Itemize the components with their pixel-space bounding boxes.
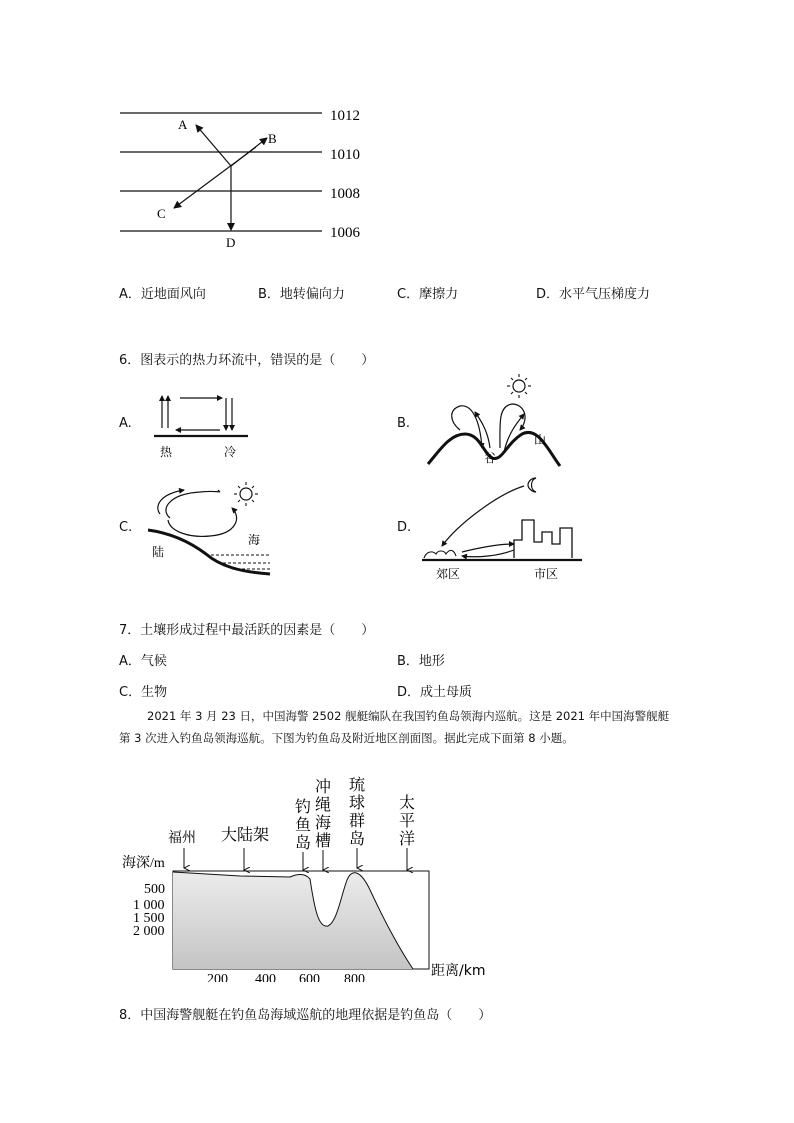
reading-passage: 2021 年 3 月 23 日，中国海警 2502 舰艇编队在我国钓鱼岛领海内巡航。这是 2021 年中国海警舰艇第 3 次进入钓鱼岛领海巡航。下图为钓鱼岛及附近地区剖面图。据此完成下面第 8 小题。 bbox=[119, 709, 670, 745]
x-tick: 600 bbox=[299, 972, 320, 982]
svg-text:冲: 冲 bbox=[315, 777, 332, 796]
y-tick: 2 000 bbox=[133, 924, 165, 939]
svg-text:球: 球 bbox=[349, 793, 366, 812]
isobar-label: 1012 bbox=[330, 108, 360, 124]
circulation-figure-b bbox=[420, 372, 570, 472]
arrow-label-a: A bbox=[178, 117, 188, 132]
place-diaoyu-island bbox=[295, 797, 311, 852]
option-a[interactable]: A．气候 bbox=[119, 654, 167, 669]
label-city: 市区 bbox=[534, 567, 559, 581]
q6-label-b[interactable]: B. bbox=[397, 416, 411, 431]
y-tick: 1 000 bbox=[133, 898, 165, 913]
isobar-label: 1008 bbox=[330, 186, 360, 202]
circulation-figure-c bbox=[140, 478, 280, 583]
svg-text:平: 平 bbox=[399, 811, 416, 830]
option-d[interactable]: D．成土母质 bbox=[397, 685, 473, 700]
svg-text:岛: 岛 bbox=[349, 829, 366, 848]
place-okinawa-trough bbox=[315, 777, 331, 850]
svg-text:海: 海 bbox=[315, 813, 332, 832]
circulation-figure-d bbox=[418, 474, 588, 584]
svg-text:岛: 岛 bbox=[295, 833, 312, 852]
svg-text:绳: 绳 bbox=[315, 795, 332, 814]
svg-text:鱼: 鱼 bbox=[295, 815, 312, 834]
svg-text:琉: 琉 bbox=[349, 775, 366, 794]
seabed-profile-chart bbox=[115, 772, 495, 982]
x-tick: 200 bbox=[207, 972, 228, 982]
place-ryukyu-islands bbox=[349, 775, 365, 848]
place-fuzhou: 福州 bbox=[168, 830, 196, 846]
question-6-stem: 6．图表示的热力环流中，错误的是（ ） bbox=[119, 353, 375, 368]
svg-text:群: 群 bbox=[349, 811, 366, 830]
svg-text:洋: 洋 bbox=[399, 829, 416, 848]
label-sea: 海 bbox=[248, 533, 261, 547]
y-tick: 1 500 bbox=[133, 911, 165, 926]
question-7-stem: 7．土壤形成过程中最活跃的因素是（ ） bbox=[119, 623, 375, 638]
isobar-label: 1010 bbox=[330, 147, 360, 163]
option-c[interactable]: C．摩擦力 bbox=[397, 287, 459, 302]
svg-text:槽: 槽 bbox=[315, 831, 332, 850]
sun-icon bbox=[513, 380, 525, 392]
x-tick: 800 bbox=[344, 972, 365, 982]
svg-text:钓: 钓 bbox=[295, 797, 312, 816]
place-pacific-ocean bbox=[399, 793, 415, 848]
pressure-gradient-figure bbox=[110, 100, 380, 260]
label-cold: 冷 bbox=[224, 445, 237, 459]
arrow-c bbox=[174, 147, 256, 208]
q6-label-c[interactable]: C. bbox=[119, 520, 133, 535]
label-valley: 谷 bbox=[484, 451, 497, 465]
option-a[interactable]: A．近地面风向 bbox=[119, 287, 206, 302]
q6-label-a[interactable]: A. bbox=[119, 416, 132, 431]
y-axis-label: 海深/m bbox=[122, 856, 165, 871]
option-b[interactable]: B．地转偏向力 bbox=[258, 287, 345, 302]
option-d[interactable]: D．水平气压梯度力 bbox=[536, 287, 651, 302]
label-mountain: 山 bbox=[534, 433, 547, 447]
question-8-stem: 8．中国海警舰艇在钓鱼岛海域巡航的地理依据是钓鱼岛（ ） bbox=[119, 1008, 492, 1023]
label-hot: 热 bbox=[160, 445, 173, 459]
isobar-label: 1006 bbox=[330, 225, 360, 241]
x-axis-label: 距离/km bbox=[431, 963, 486, 979]
sun-icon bbox=[240, 488, 252, 500]
arrow-label-c: C bbox=[157, 206, 166, 221]
label-land: 陆 bbox=[152, 545, 165, 559]
moon-icon bbox=[528, 478, 536, 492]
svg-text:太: 太 bbox=[399, 793, 416, 812]
place-continental-shelf: 大陆架 bbox=[221, 825, 270, 844]
x-tick: 400 bbox=[255, 972, 276, 982]
y-tick: 500 bbox=[144, 882, 165, 897]
arrow-a bbox=[196, 125, 231, 166]
circulation-figure-a bbox=[150, 388, 260, 463]
option-c[interactable]: C．生物 bbox=[119, 685, 168, 700]
q6-label-d[interactable]: D. bbox=[397, 520, 412, 535]
arrow-label-b: B bbox=[268, 131, 277, 146]
arrow-label-d: D bbox=[226, 235, 236, 250]
label-suburb: 郊区 bbox=[436, 567, 461, 581]
option-b[interactable]: B．地形 bbox=[397, 654, 445, 669]
